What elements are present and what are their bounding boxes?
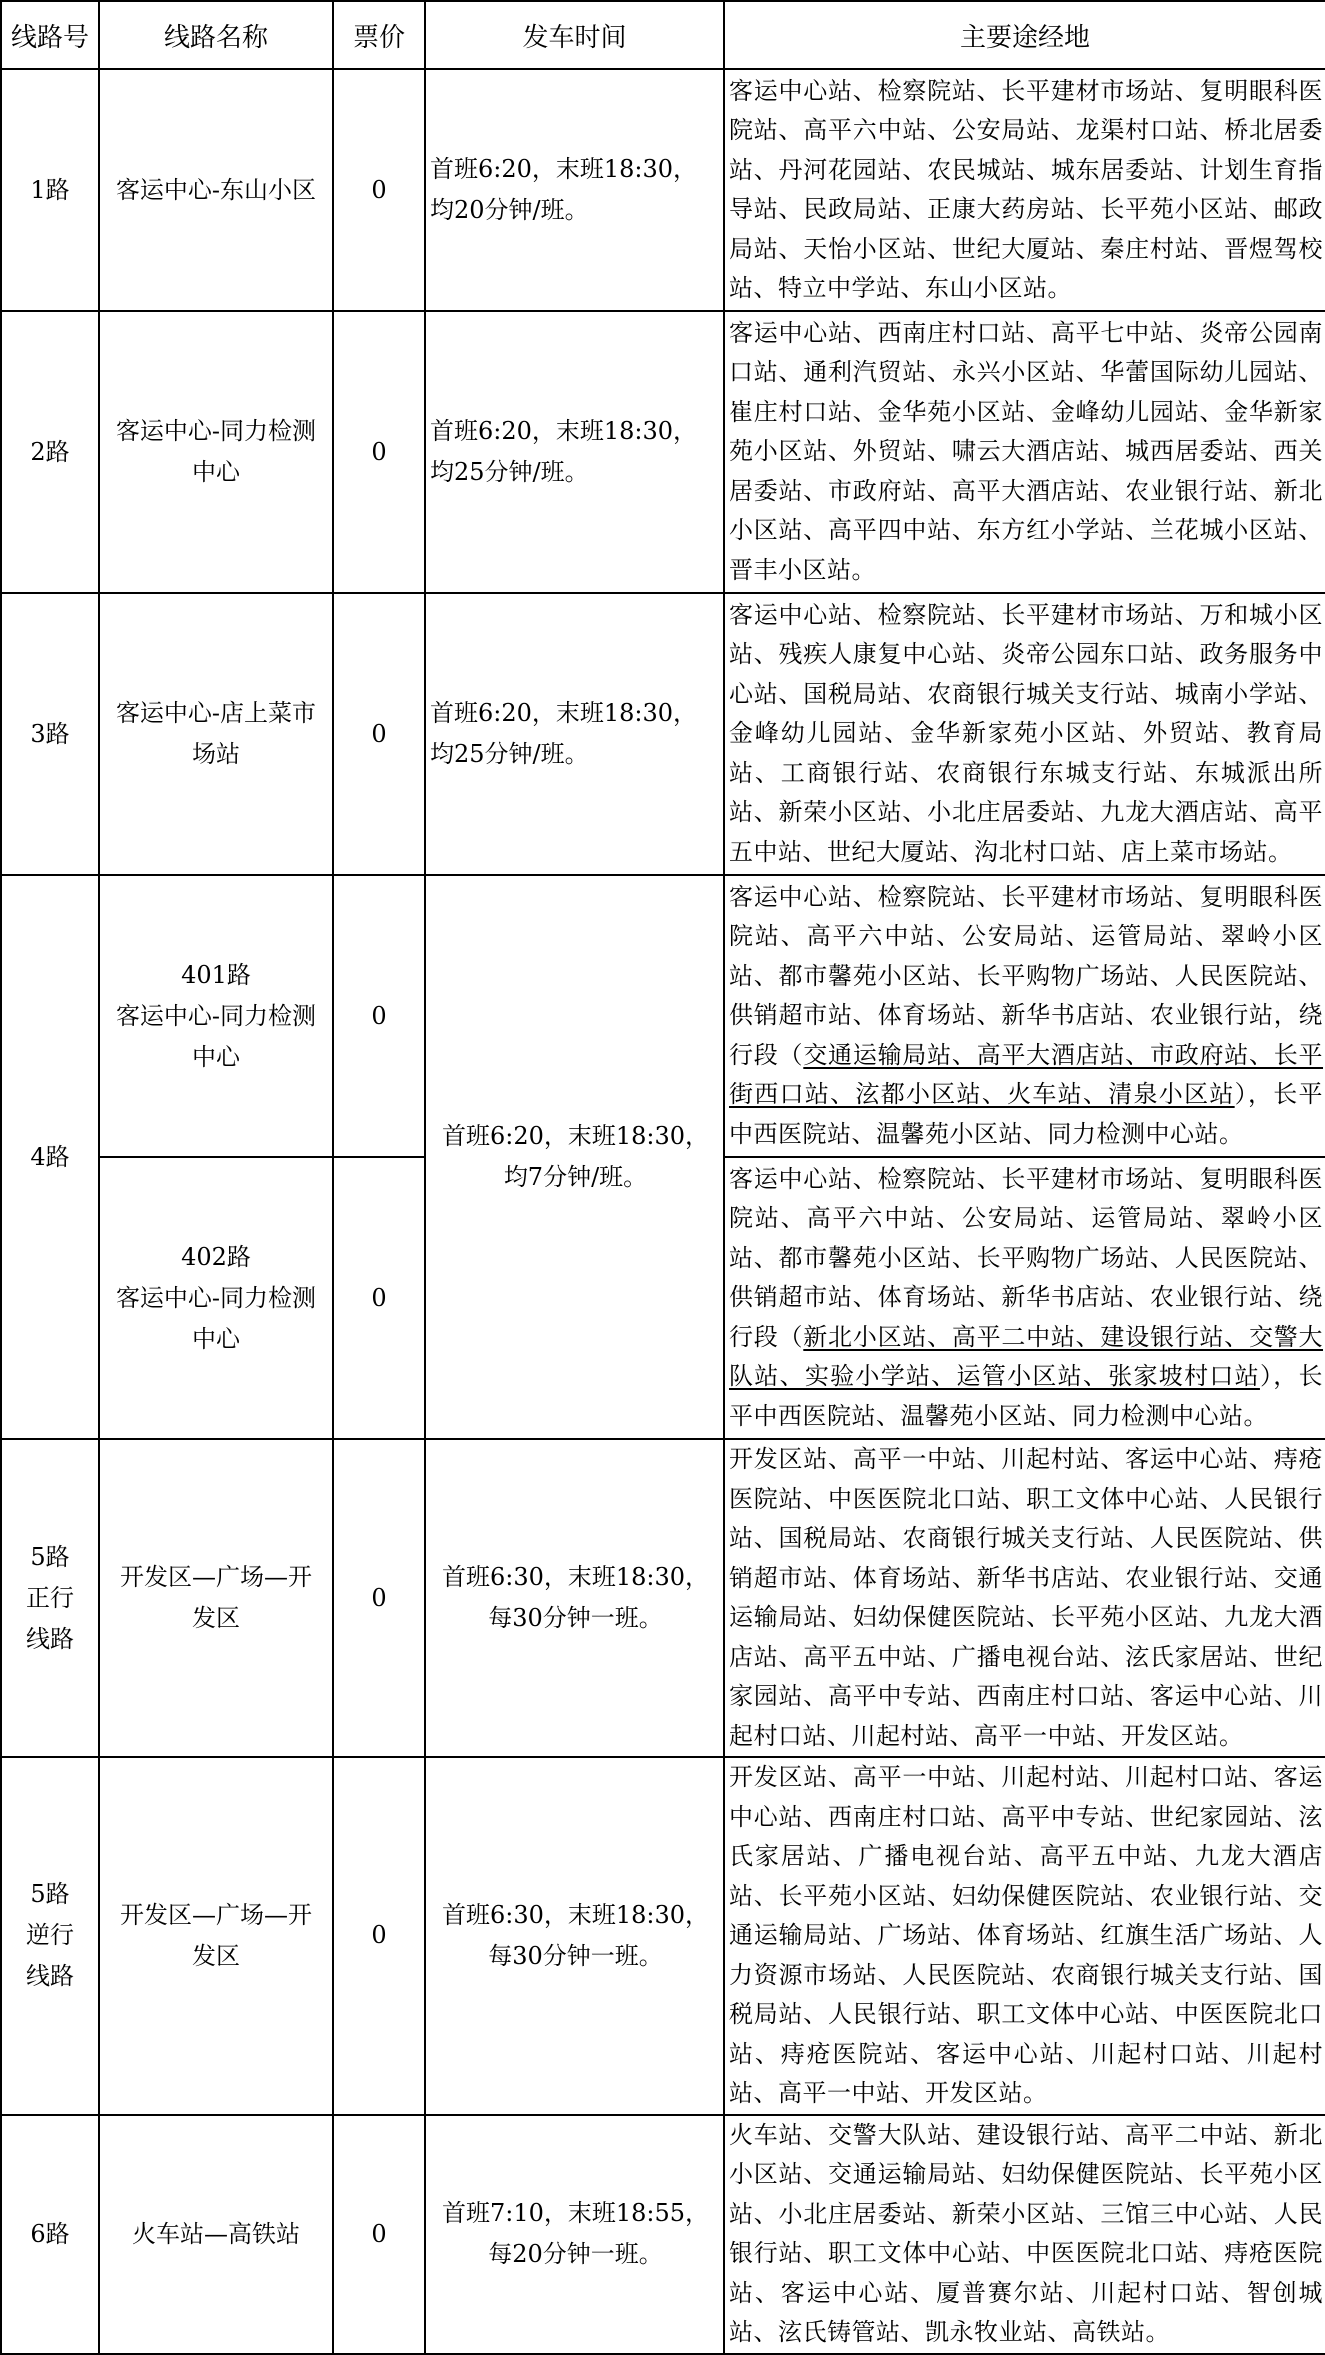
stops-main: 客运中心站、检察院站、长平建材市场站、复明眼科医院站、高平六中站、公安局站、运管局站、翠岭小区站、都市馨苑小区站、长平购物广场站、人民医院站、供销超市站、体育场站、新华书店站、农业银行站，绕行段（ [729,882,1323,1069]
route-fare: 0 [333,311,425,593]
route-number-line: 线路 [26,1962,74,1991]
route-stops: 客运中心站、西南庄村口站、高平七中站、炎帝公园南口站、通利汽贸站、永兴小区站、华蕾国际幼儿园站、崔庄村口站、金华苑小区站、金峰幼儿园站、金华新家苑小区站、外贸站、啸云大酒店站、城西居委站、西关居委站、市政府站、高平大酒店站、农业银行站、新北小区站、高平四中站、东方红小学站、兰花城小区站、晋丰小区站。 [724,311,1325,593]
subroute-endpoints: 客运中心-同力检测中心 [115,1001,317,1071]
route-time: 首班6:20，末班18:30，均20分钟/班。 [425,69,724,311]
stops-main: 客运中心站、检察院站、长平建材市场站、复明眼科医院站、高平六中站、公安局站、运管局站、翠岭小区站、都市馨苑小区站、长平购物广场站、人民医院站、供销超市站、体育场站、新华书店站、农业银行站、绕行段（ [729,1164,1323,1351]
table-row [1,1757,1325,2115]
table-row [1,593,1325,875]
route-name: 客运中心-东山小区 [99,69,333,311]
route-number-line: 5路 [30,1542,70,1571]
route-name: 开发区—广场—开发区 [99,1439,333,1757]
route-stops: 客运中心站、检察院站、长平建材市场站、复明眼科医院站、高平六中站、公安局站、龙渠村口站、桥北居委站、丹河花园站、农民城站、城东居委站、计划生育指导站、民政局站、正康大药房站、长平苑小区站、邮政局站、天怡小区站、世纪大厦站、秦庄村站、晋煜驾校站、特立中学站、东山小区站。 [724,69,1325,311]
route-number: 1路 [1,69,99,311]
header-row [1,1,1325,69]
route-fare: 0 [333,1157,425,1439]
header-main-stops: 主要途经地 [724,1,1325,69]
route-number: 6路 [1,2115,99,2354]
route-fare: 0 [333,69,425,311]
route-fare: 0 [333,1439,425,1757]
route-time: 首班6:20，末班18:30，均25分钟/班。 [425,593,724,875]
route-name: 火车站—高铁站 [99,2115,333,2354]
route-number: 4路 [1,875,99,1439]
route-number [1,1439,99,1757]
header-departure-time: 发车时间 [425,1,724,69]
subroute-name [99,875,333,1157]
header-route-name: 线路名称 [99,1,333,69]
route-time: 首班6:30，末班18:30，每30分钟一班。 [425,1439,724,1757]
table-row [1,311,1325,593]
route-number-line: 线路 [26,1624,74,1653]
table-row [1,875,1325,1157]
subroute-endpoints: 客运中心-同力检测中心 [115,1283,317,1353]
subroute-code: 401路 [181,960,251,989]
route-stops: 客运中心站、检察院站、长平建材市场站、万和城小区站、残疾人康复中心站、炎帝公园东口站、政务服务中心站、国税局站、农商银行城关支行站、城南小学站、金峰幼儿园站、金华新家苑小区站、外贸站、教育局站、工商银行站、农商银行东城支行站、东城派出所站、新荣小区站、小北庄居委站、九龙大酒店站、高平五中站、世纪大厦站、沟北村口站、店上菜市场站。 [724,593,1325,875]
route-time: 首班6:20，末班18:30，均25分钟/班。 [425,311,724,593]
table-row [1,2115,1325,2354]
route-stops: 火车站、交警大队站、建设银行站、高平二中站、新北小区站、交通运输局站、妇幼保健医院站、长平苑小区站、小北庄居委站、新荣小区站、三馆三中心站、人民银行站、职工文体中心站、中医医院北口站、痔疮医院站、客运中心站、厦普赛尔站、川起村口站、智创城站、泫氏铸管站、凯永牧业站、高铁站。 [724,2115,1325,2354]
route-stops [724,1157,1325,1439]
route-time: 首班7:10，末班18:55，每20分钟一班。 [425,2115,724,2354]
route-number-line: 正行 [26,1583,74,1612]
stops-detour: 交通运输局站、高平大酒店站、市政府站、长平街西口站、泫都小区站、火车站、清泉小区站 [729,1040,1324,1109]
header-route-number: 线路号 [1,1,99,69]
route-fare: 0 [333,875,425,1157]
route-number-line: 逆行 [26,1921,74,1950]
route-number: 3路 [1,593,99,875]
stops-detour: 新北小区站、高平二中站、建设银行站、交警大队站、实验小学站、运管小区站、张家坡村口站 [729,1322,1324,1391]
route-name: 客运中心-店上菜市场站 [99,593,333,875]
subroute-code: 402路 [181,1242,251,1271]
route-number: 2路 [1,311,99,593]
route-fare: 0 [333,593,425,875]
table-row [1,69,1325,311]
table-row [1,1439,1325,1757]
route-name: 客运中心-同力检测中心 [99,311,333,593]
route-name: 开发区—广场—开发区 [99,1757,333,2115]
route-number [1,1757,99,2115]
route-stops: 开发区站、高平一中站、川起村站、客运中心站、痔疮医院站、中医医院北口站、职工文体中心站、人民银行站、国税局站、农商银行城关支行站、人民医院站、供销超市站、体育场站、新华书店站、农业银行站、交通运输局站、妇幼保健医院站、长平苑小区站、九龙大酒店站、高平五中站、广播电视台站、泫氏家居站、世纪家园站、高平中专站、西南庄村口站、客运中心站、川起村口站、川起村站、高平一中站、开发区站。 [724,1439,1325,1757]
header-fare: 票价 [333,1,425,69]
subroute-name [99,1157,333,1439]
route-fare: 0 [333,2115,425,2354]
route-stops [724,875,1325,1157]
route-stops: 开发区站、高平一中站、川起村站、川起村口站、客运中心站、西南庄村口站、高平中专站、世纪家园站、泫氏家居站、广播电视台站、高平五中站、九龙大酒店站、长平苑小区站、妇幼保健医院站、农业银行站、交通运输局站、广场站、体育场站、红旗生活广场站、人力资源市场站、人民医院站、农商银行城关支行站、国税局站、人民银行站、职工文体中心站、中医医院北口站、痔疮医院站、客运中心站、川起村口站、川起村站、高平一中站、开发区站。 [724,1757,1325,2115]
stops-tail: ），长平中西医院站、温馨苑小区站、同力检测中心站。 [729,1080,1324,1148]
route-time: 首班6:20，末班18:30，均7分钟/班。 [425,875,724,1439]
route-fare: 0 [333,1757,425,2115]
route-number-line: 5路 [30,1880,70,1909]
route-time: 首班6:30，末班18:30，每30分钟一班。 [425,1757,724,2115]
stops-tail: ），长平中西医院站、温馨苑小区站、同力检测中心站。 [729,1362,1324,1430]
